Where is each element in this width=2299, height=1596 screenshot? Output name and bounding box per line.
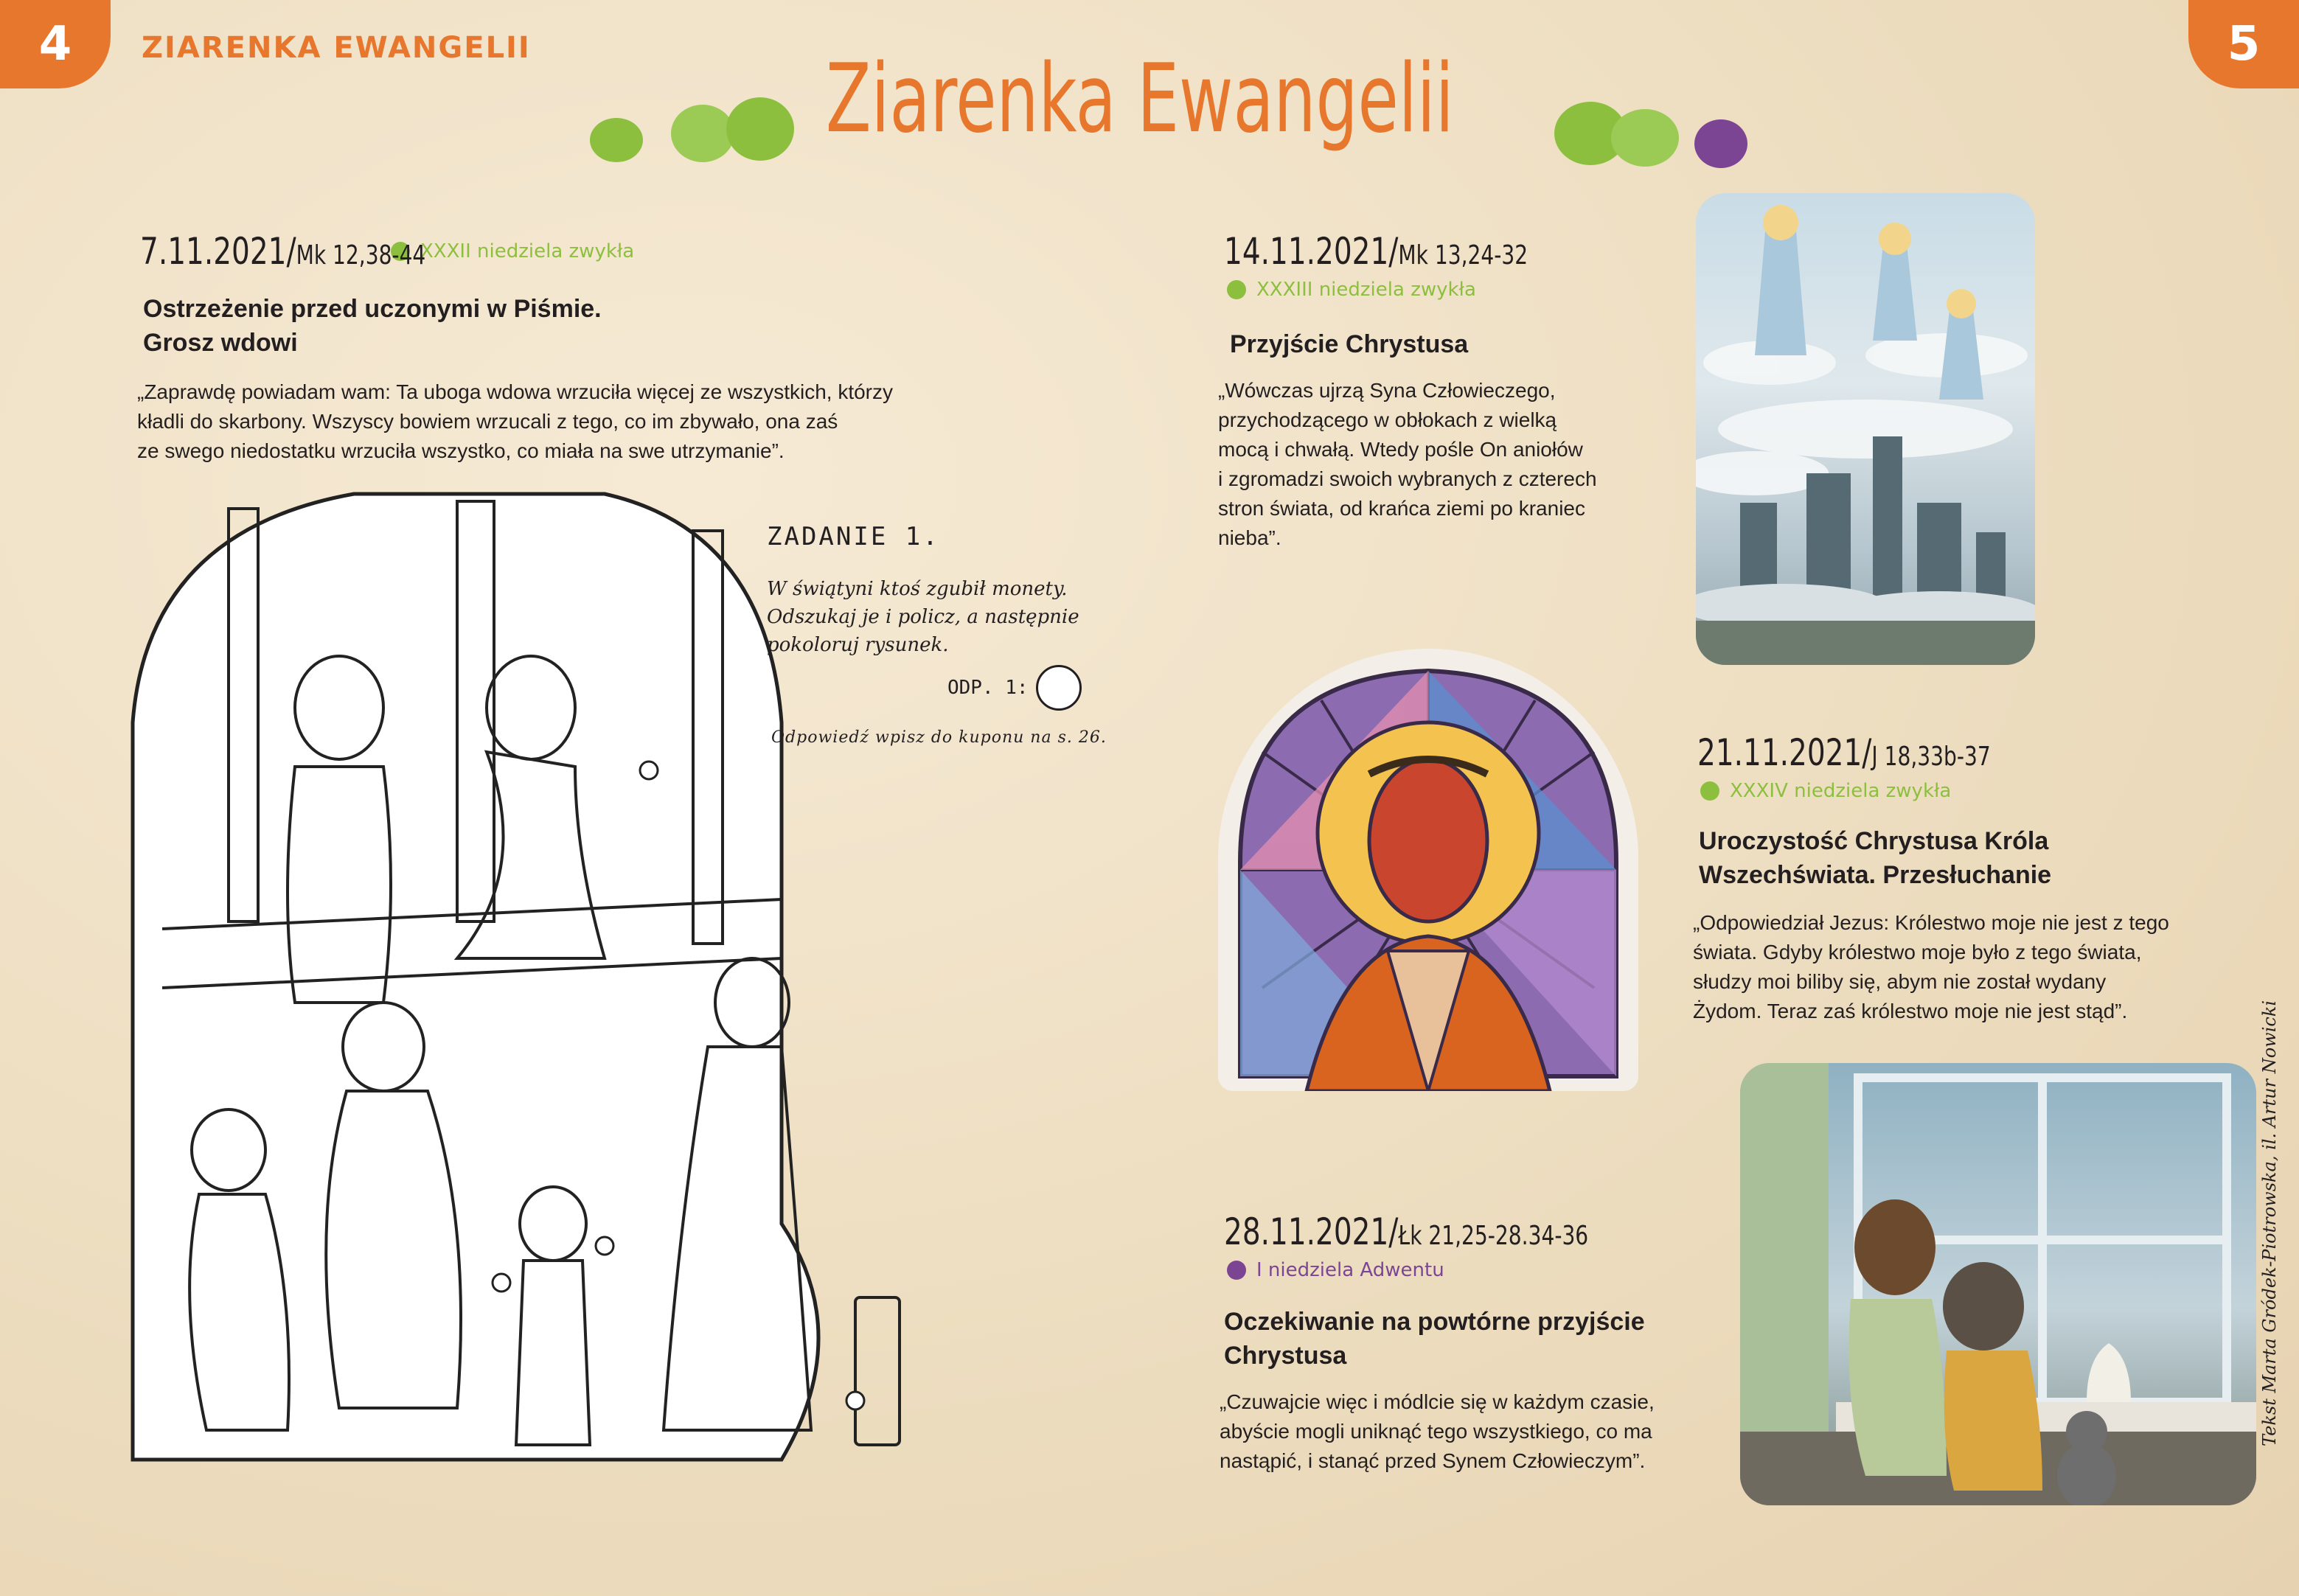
bullet-icon: [1700, 781, 1719, 801]
reading-2-date: 14.11.2021/Mk 13,24-32: [1224, 230, 1528, 273]
page-title: Ziarenka Ewangelii: [826, 44, 1454, 154]
bullet-icon: [1227, 280, 1246, 299]
reading-2-occasion: XXXIII niedziela zwykła: [1227, 279, 1476, 301]
answer-circle[interactable]: [1036, 665, 1082, 711]
reading-2-quote: „Wówczas ujrzą Syna Człowieczego, przychodzącego w obłokach z wielką mocą i chwałą. Wtedy pośle On aniołów i zgromadzi swoich wybranych z czterech stron świata, od krańca ziemi po kraniec nieba”.: [1218, 379, 1597, 549]
reading-4-occasion: I niedziela Adwentu: [1227, 1259, 1444, 1281]
task-answer: ODP. 1:: [947, 665, 1082, 711]
reading-4-quote: „Czuwajcie więc i módlcie się w każdym czasie, abyście mogli uniknąć tego wszystkiego, co ma nastąpić, i stanąć przed Synem Człowieczym”.: [1220, 1390, 1655, 1472]
page-number-right: 5: [2188, 0, 2299, 88]
bullet-icon: [1227, 1261, 1246, 1280]
stained-glass-illustration: [1218, 649, 1638, 1091]
reading-4-heading: Oczekiwanie na powtórne przyjście Chrystusa: [1224, 1308, 1645, 1370]
clouds-city-illustration: [1696, 193, 2035, 665]
illustration-credit: Tekst Marta Gródek-Piotrowska, il. Artur Nowicki: [2259, 1000, 2280, 1446]
reading-2-heading: Przyjście Chrystusa: [1230, 330, 1469, 358]
reading-1: [140, 230, 634, 273]
task-note: Odpowiedź wpisz do kuponu na s. 26.: [771, 728, 1107, 747]
reading-3-occasion: XXXIV niedziela zwykła: [1700, 780, 1951, 802]
reading-1-date: 7.11.2021/Mk 12,38-44: [140, 230, 426, 273]
praying-children-illustration: [1740, 1063, 2256, 1505]
page-number-left: 4: [0, 0, 111, 88]
reading-1-occasion: XXXII niedziela zwykła: [391, 240, 634, 262]
reading-3-quote: „Odpowiedział Jezus: Królestwo moje nie jest z tego świata. Gdyby królestwo moje było z tego świata, słudzy moi biliby się, abym nie został wydany Żydom. Teraz zaś królestwo moje nie jest stąd”.: [1693, 911, 2169, 1022]
task-title: ZADANIE 1.: [767, 522, 940, 551]
task-text: W świątyni ktoś zgubił monety. Odszukaj je i policz, a następnie pokoloruj rysunek.: [767, 578, 1079, 656]
running-head: ZIARENKA EWANGELII: [142, 31, 531, 65]
reading-3-heading: Uroczystość Chrystusa Króla Wszechświata. Przesłuchanie: [1699, 827, 2052, 889]
reading-1-quote: „Zaprawdę powiadam wam: Ta uboga wdowa wrzuciła więcej ze wszystkich, którzy kładli do skarbony. Wszyscy bowiem wrzucali z tego, co im zbywało, ona zaś ze swego niedostatku wrzuciła wszystko, co miała na swe utrzymanie”.: [137, 380, 893, 462]
reading-3-date: 21.11.2021/J 18,33b-37: [1697, 731, 1991, 774]
reading-1-heading: Ostrzeżenie przed uczonymi w Piśmie. Grosz wdowi: [143, 295, 602, 357]
reading-4-date: 28.11.2021/Łk 21,25-28.34-36: [1224, 1210, 1589, 1253]
